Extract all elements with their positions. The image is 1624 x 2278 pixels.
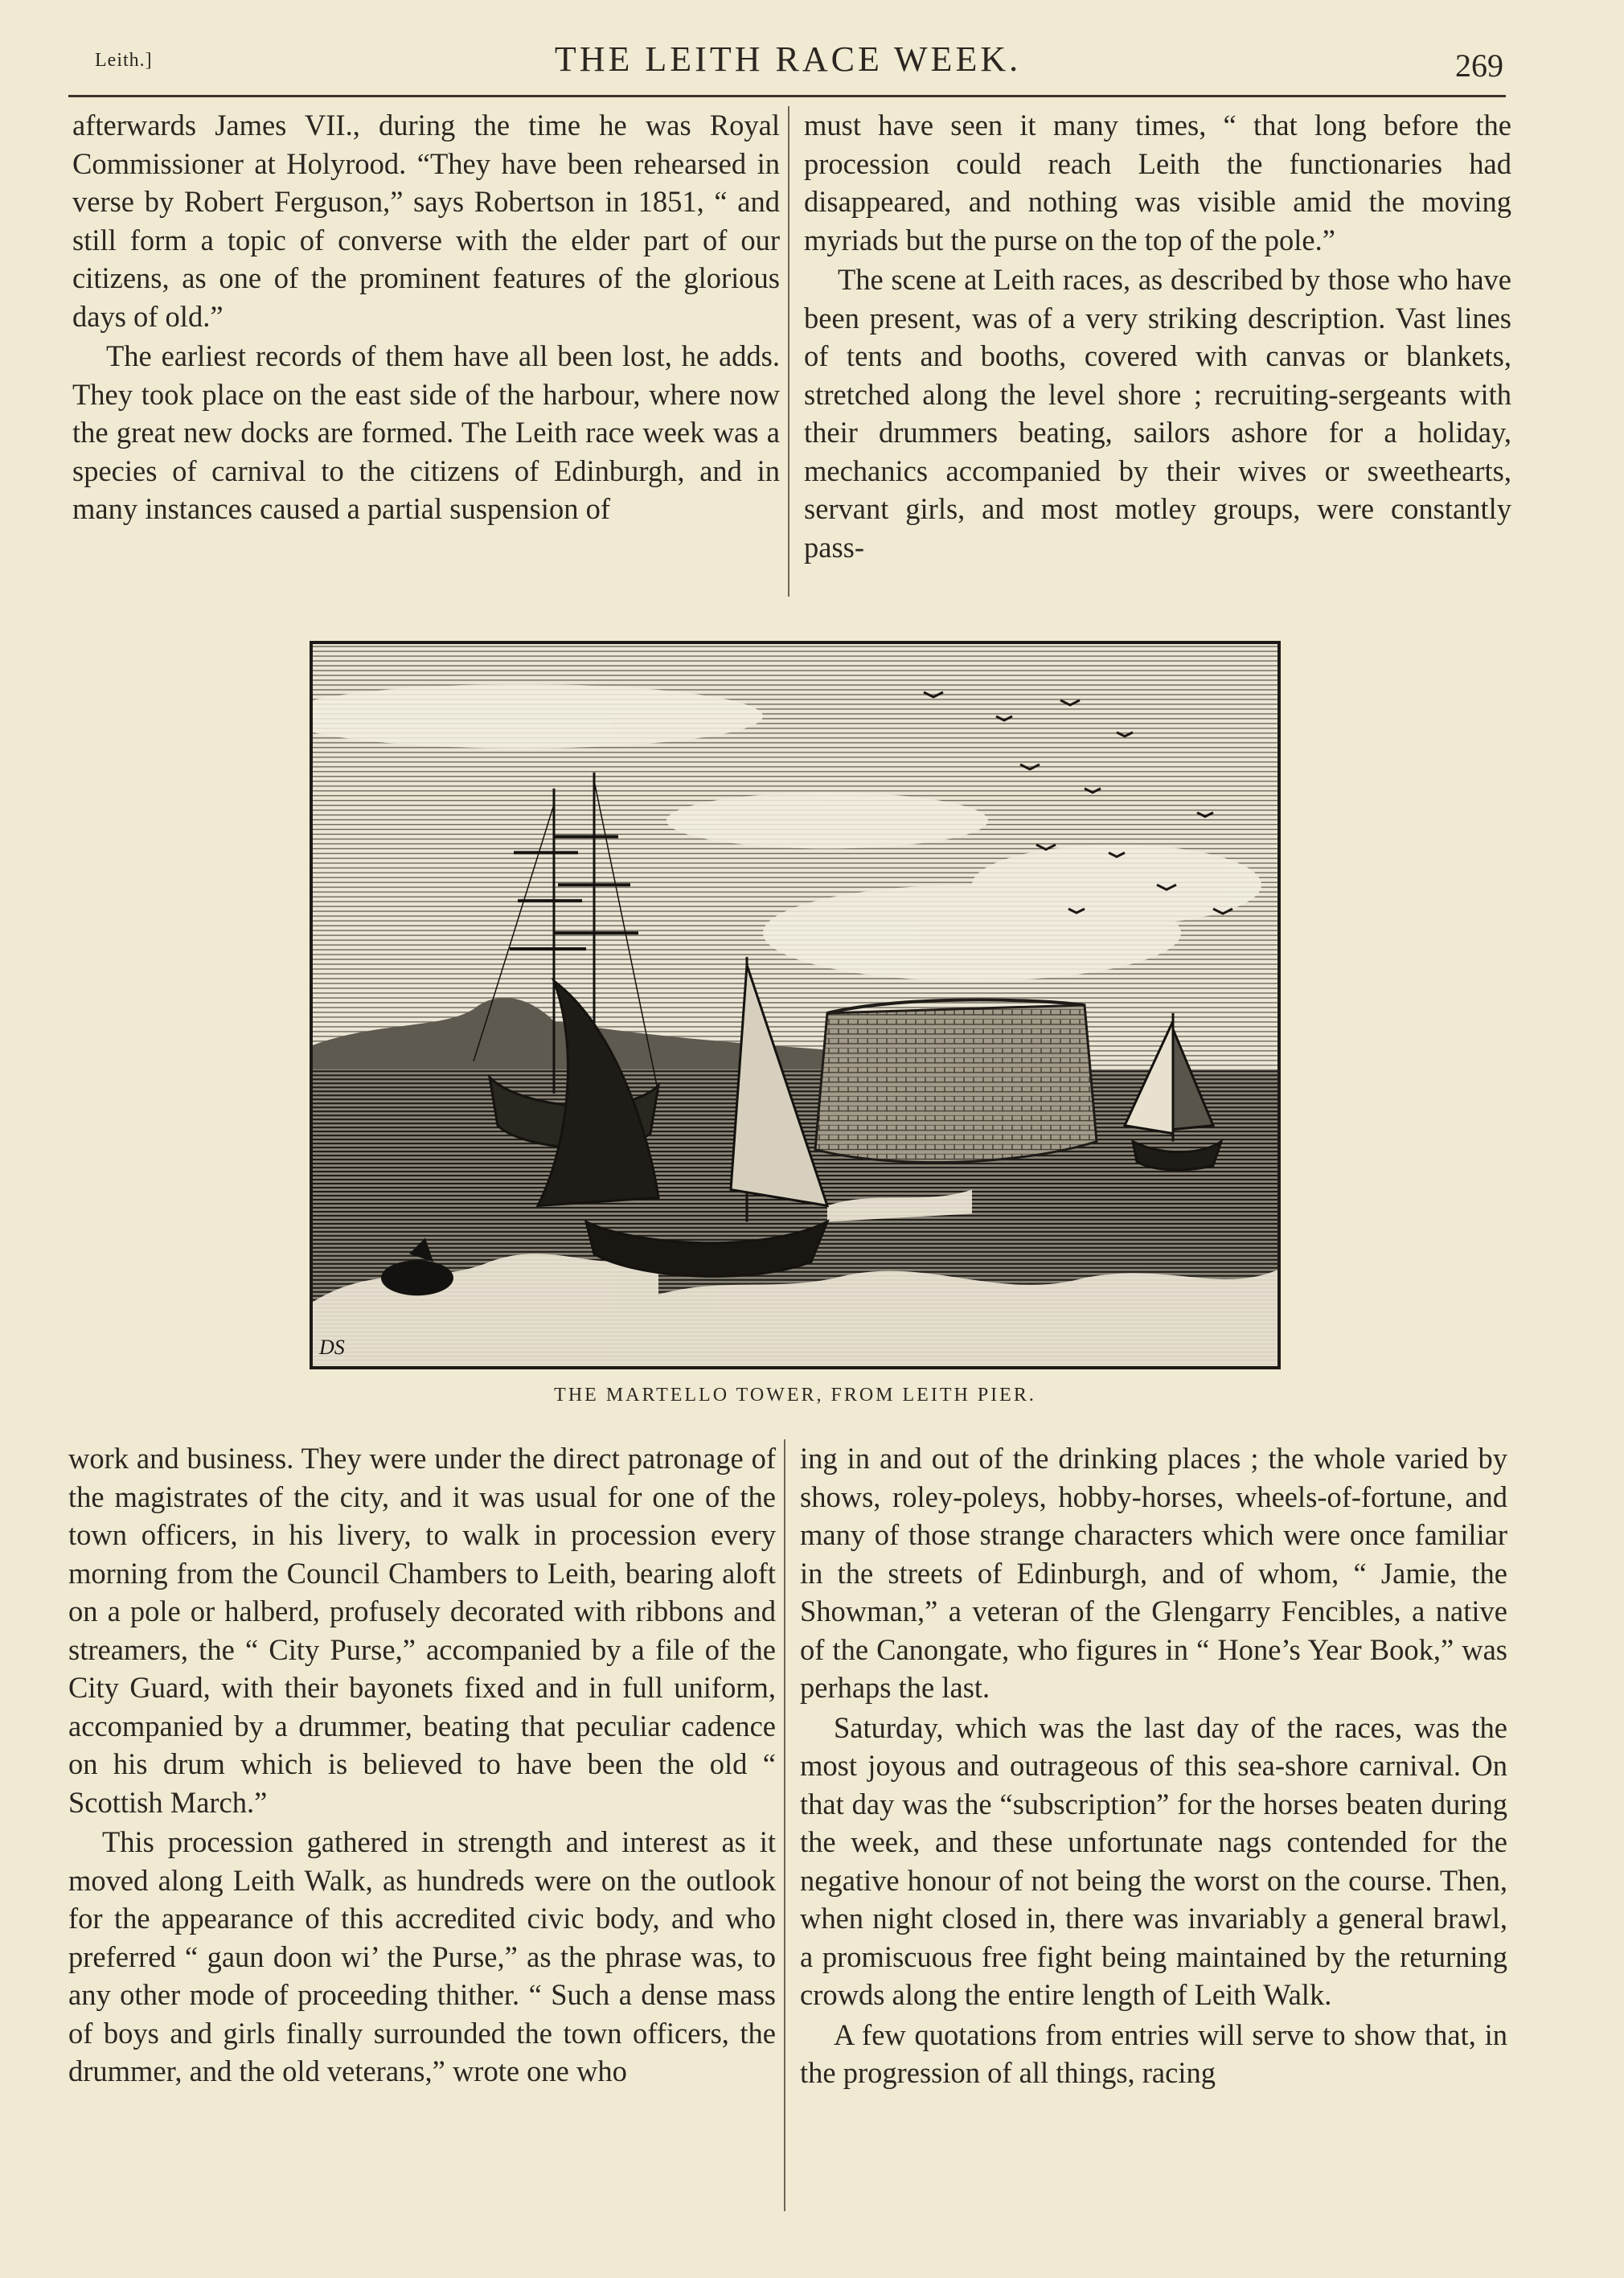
paragraph: work and business. They were under the direct patronage of the magistrates of the city, and it was usual for one of the town officers, in his livery, to walk in procession every morning from the Council Chambers to Leith, bearing aloft on a pole or halberd, profusely decorated with ribbons and streamers, the “ City Purse,” accompanied by a file of the City Guard, with their bayonets fixed and in full uniform, accompanied by a drummer, beating that peculiar cadence on his drum which is believed to have been the old “ Scottish March.” [68, 1442, 776, 1819]
martello-tower [815, 999, 1097, 1162]
header-rule [68, 95, 1506, 97]
page-title: THE LEITH RACE WEEK. [554, 39, 1022, 79]
paragraph: The scene at Leith races, as described by those who have been present, was of a very striking description. Vast lines of tents and booths, covered with canvas or blankets, stretched along the level shore ; recruiting-sergeants with their drummers beating, sailors ashore for a holiday, mechanics accompanied by their wives or sweethearts, servant girls, and most motley groups, were constantly pass- [804, 263, 1511, 564]
running-header [72, 32, 1503, 96]
paragraph: A few quotations from entries will serve to show that, in the progression of all things, racing [800, 2017, 1507, 2089]
column-divider [784, 1439, 785, 2211]
section-label: Leith.] [95, 50, 153, 71]
figure-caption: THE MARTELLO TOWER, FROM LEITH PIER. [554, 1385, 1036, 1406]
paragraph: ing in and out of the drinking places ; the whole varied by shows, roley-poleys, hobby-horses, wheels-of-fortune, and many of those strange characters which were once familiar in the streets of Edinburgh, and of whom, “ Jamie, the Showman,” a veteran of the Glengarry Fencibles, a native of the Canongate, who figures in “ Hone’s Year Book,” was perhaps the last. [800, 1442, 1507, 1704]
top-left-column [72, 106, 780, 528]
column-divider [788, 106, 789, 597]
paragraph: must have seen it many times, “ that long before the procession could reach Leith the functionaries had disappeared, and nothing was visible amid the moving myriads but the purse on the top of the pole.” [804, 109, 1511, 257]
paragraph: The earliest records of them have all been lost, he adds. They took place on the east side of the harbour, where now the great new docks are formed. The Leith race week was a species of carnival to the citizens of Edinburgh, and in many instances caused a partial suspension of [72, 339, 780, 525]
engraver-signature: DS [319, 1336, 345, 1360]
engraving-illustration [310, 641, 1281, 1369]
bottom-left-column [68, 1439, 776, 2091]
martello-tower-engraving [313, 644, 1277, 1366]
paragraph: afterwards James VII., during the time he was Royal Commissioner at Holyrood. “They have been rehearsed in verse by Robert Ferguson,” says Robertson in 1851, “ and still form a topic of converse with the elder part of our citizens, as one of the prominent features of the glorious days of old.” [72, 109, 780, 333]
paragraph: Saturday, which was the last day of the races, was the most joyous and outrageous of this sea-shore carnival. On that day was the “subscription” for the horses beaten during the week, and these unfortunate nags contended for the negative honour of not being the worst on the course. Then, when night closed in, there was invariably a general brawl, a promiscuous free fight being maintained by the returning crowds along the entire length of Leith Walk. [800, 1710, 1507, 2011]
page-number: 269 [1455, 47, 1503, 84]
top-right-column [804, 106, 1511, 566]
bottom-right-column [800, 1439, 1507, 2092]
paragraph: This procession gathered in strength and interest as it moved along Leith Walk, as hundreds were on the outlook for the appearance of this accredited civic body, and who preferred “ gaun doon wi’ the Purse,” as the phrase was, to any other mode of proceeding thither. “ Such a dense mass of boys and girls finally surrounded the town officers, the drummer, and the old veterans,” wrote one who [68, 1825, 776, 2087]
